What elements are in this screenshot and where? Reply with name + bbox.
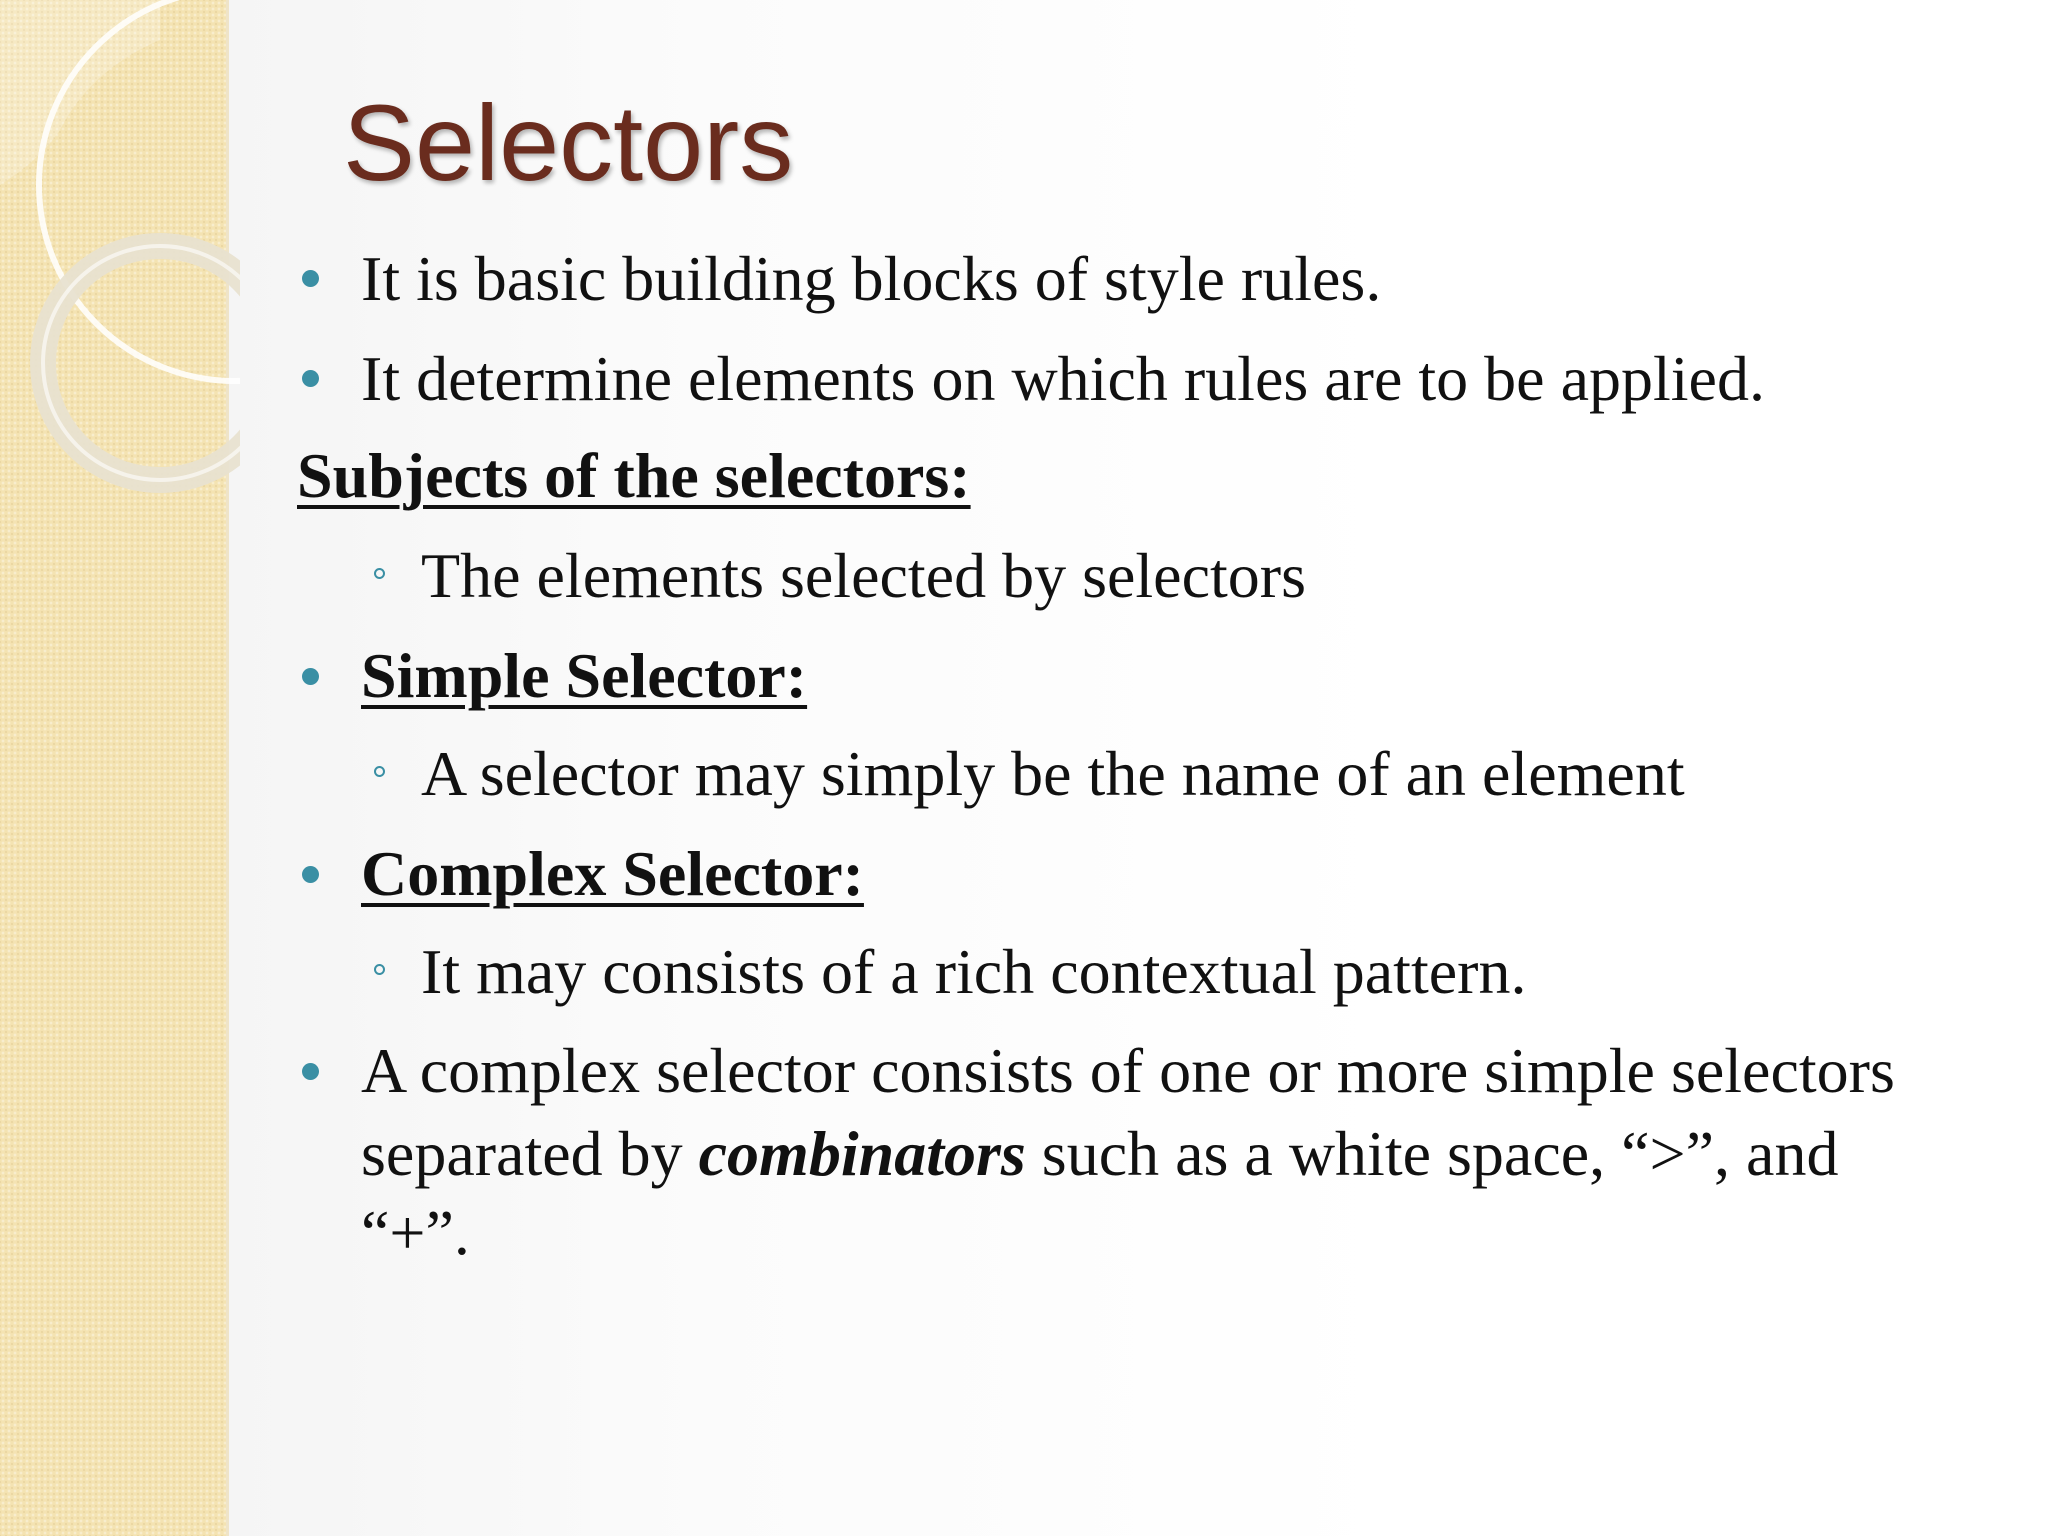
bullet-icon (302, 866, 319, 883)
text-run: separated by (361, 1118, 699, 1189)
sub-bullet-text: A selector may simply be the name of an element (421, 738, 1685, 809)
slide-title: Selectors (343, 82, 794, 203)
simple-selector-heading: Simple Selector: (361, 640, 808, 711)
bullet-icon (302, 370, 319, 387)
sub-bullet-text: The elements selected by selectors (421, 540, 1306, 611)
emphasized-term: combinators (698, 1118, 1026, 1189)
text-run: such as a white space, “>”, and (1025, 1118, 1839, 1189)
decorative-rings (0, 0, 240, 520)
bullet-text-line: “+”. (361, 1197, 470, 1268)
bullet-text: It determine elements on which rules are to be applied. (361, 343, 1765, 414)
bullet-text: It is basic building blocks of style rules. (361, 243, 1382, 314)
bullet-icon (302, 270, 319, 287)
sub-bullet-icon (374, 568, 385, 579)
sub-bullet-icon (374, 964, 385, 975)
complex-selector-heading: Complex Selector: (361, 838, 864, 909)
bullet-text-line (361, 1113, 1838, 1195)
subjects-heading: Subjects of the selectors: (297, 440, 971, 511)
bullet-text-line: A complex selector consists of one or more simple selectors (361, 1035, 1895, 1106)
sub-bullet-text: It may consists of a rich contextual pattern. (421, 936, 1527, 1007)
bullet-icon (302, 668, 319, 685)
sub-bullet-icon (374, 766, 385, 777)
bullet-icon (302, 1063, 319, 1080)
